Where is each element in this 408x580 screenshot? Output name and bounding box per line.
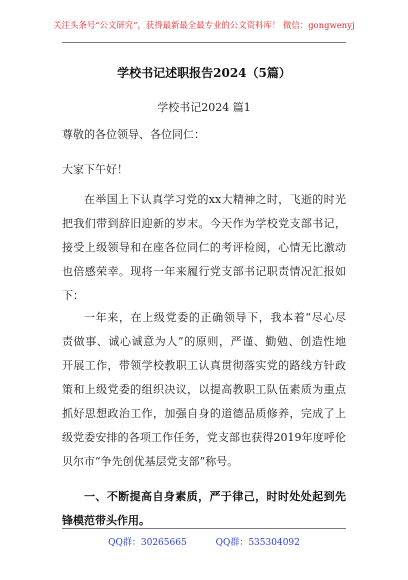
footer-qq-group-1: QQ群：30265665 [108, 538, 187, 548]
footer-divider [62, 528, 346, 529]
paragraph1-line: 把我们带到辞旧迎新的岁末。今天作为学校党支部书记， [62, 217, 346, 230]
paragraph1-line: 也倍感荣幸。现将一年来履行党支部书记职责情况汇报如 [62, 265, 346, 278]
paragraph2-line: 一年来，在上级党委的正确领导下，我本着“尽心尽 [84, 311, 346, 324]
section-title: 学校书记2024 篇1 [157, 101, 251, 114]
header-divider [62, 42, 346, 43]
footer-contacts [0, 535, 408, 548]
paragraph2-line: 开展工作，带领学校教职工认真贯彻落实党的路线方针政 [62, 359, 346, 372]
heading1-line: 锋模范带头作用。 [62, 514, 150, 527]
paragraph2-line: 级党委安排的各项工作任务，党支部也获得2019年度呼伦 [62, 431, 346, 444]
paragraph1-line: 在举国上下认真学习党的xx大精神之时，飞逝的时光 [84, 193, 346, 206]
greeting-line: 尊敬的各位领导、各位同仁： [62, 128, 205, 141]
header-promo-note: 关注头条号“公文研究”，获得最新最全最专业的公文资料库！ 微信：gongwenyj [53, 20, 355, 30]
paragraph1-line: 接受上级领导和在座各位同仁的考评检阅，心情无比激动 [62, 241, 346, 254]
paragraph1-line: 下： [62, 289, 84, 302]
paragraph2-line: 贝尔市“争先创优基层党支部”称号。 [62, 455, 239, 468]
paragraph2-line: 策和上级党委的组织决议，以提高教职工队伍素质为重点 [62, 383, 346, 396]
heading1-line: 一、不断提高自身素质，严于律己，时时处处起到先 [84, 490, 346, 503]
paragraph2-line: 责做事、诚心诚意为人”的原则，严谨、勤勉、创造性地 [62, 335, 346, 348]
salutation-line: 大家下午好！ [62, 163, 128, 176]
footer-qq-group-2: QQ群：535304092 [215, 538, 300, 548]
paragraph2-line: 抓好思想政治工作，加强自身的道德品质修养，完成了上 [62, 407, 346, 420]
document-title: 学校书记述职报告2024（5篇） [117, 66, 291, 80]
